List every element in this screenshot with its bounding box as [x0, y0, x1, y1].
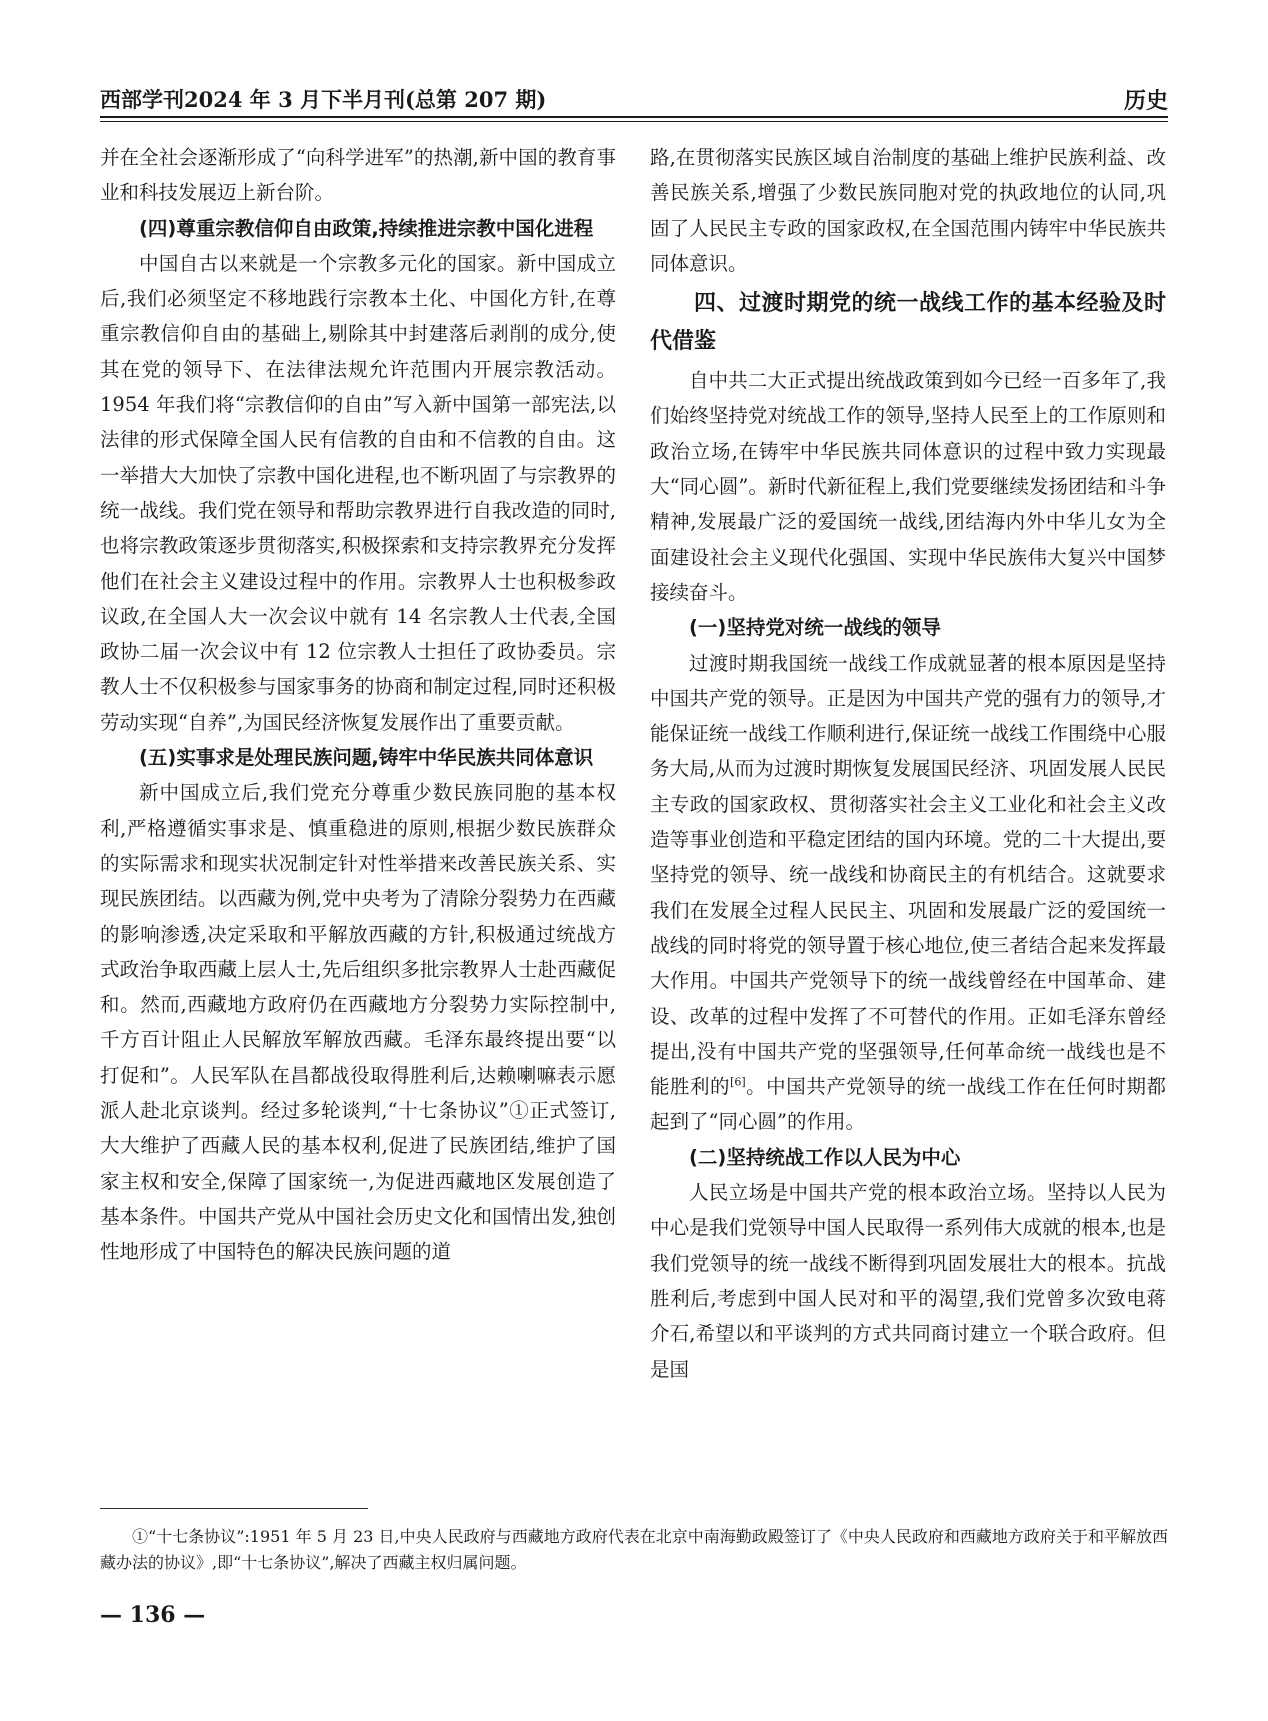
footnote: ①“十七条协议”:1951 年 5 月 23 日,中央人民政府与西藏地方政府代表在北京中南海勤政殿签订了《中央人民政府和西藏地方政府关于和平解放西藏办法的协议》,即“十七条协议”,解决了西藏主权归属问题。 — [100, 1527, 1168, 1572]
citation-ref[interactable]: [6] — [730, 1075, 746, 1089]
paragraph-text: 过渡时期我国统一战线工作成就显著的根本原因是坚持中国共产党的领导。正是因为中国共产党的强有力的领导,才能保证统一战线工作顺利进行,保证统一战线工作围绕中心服务大局,从而为过渡时期恢复发展国民经济、巩固发展人民民主专政的国家政权、贯彻落实社会主义工业化和社会主义改造等事业创造和平稳定团结的国内环境。党的二十大提出,要坚持党的领导、统一战线和协商民主的有机结合。这就要求我们在发展全过程人民民主、巩固和发展最广泛的爱国统一战线的同时将党的领导置于核心地位,使三者结合起来发挥最大作用。中国共产党领导下的统一战线曾经在中国革命、建设、改革的过程中发挥了不可替代的作用。正如毛泽东曾经提出,没有中国共产党的坚强领导,任何革命统一战线也是不能胜利的 — [650, 651, 1166, 1099]
footnote-rule — [100, 1508, 368, 1509]
header-rule-thin — [100, 121, 1168, 122]
section-heading: 四、过渡时期党的统一战线工作的基本经验及时代借鉴 — [650, 291, 1166, 355]
paragraph — [650, 646, 1166, 1140]
subsection-heading: (一)坚持党对统一战线的领导 — [689, 616, 941, 640]
paragraph: 路,在贯彻落实民族区域自治制度的基础上维护民族利益、改善民族关系,增强了少数民族同胞对党的执政地位的认同,巩固了人民民主专政的国家政权,在全国范围内铸牢中华民族共同体意识。 — [650, 146, 1166, 275]
page-header — [100, 78, 1168, 120]
paragraph: 中国自古以来就是一个宗教多元化的国家。新中国成立后,我们必须坚定不移地践行宗教本土化、中国化方针,在尊重宗教信仰自由的基础上,剔除其中封建落后剥削的成分,使其在党的领导下、在法律法规允许范围内开展宗教活动。1954 年我们将“宗教信仰的自由”写入新中国第一部宪法,以法律的形式保障全国人民有信教的自由和不信教的自由。这一举措大大加快了宗教中国化进程,也不断巩固了与宗教界的统一战线。我们党在领导和帮助宗教界进行自我改造的同时,也将宗教政策逐步贯彻落实,积极探索和支持宗教界充分发挥他们在社会主义建设过程中的作用。宗教界人士也积极参政议政,在全国人大一次会议中就有 14 名宗教人士代表,全国政协二届一次会议中有 12 位宗教人士担任了政协委员。宗教人士不仅积极参与国家事务的协商和制定过程,同时还积极劳动实现“自养”,为国民经济恢复发展作出了重要贡献。 — [100, 251, 616, 734]
paragraph: 新中国成立后,我们党充分尊重少数民族同胞的基本权利,严格遵循实事求是、慎重稳进的原则,根据少数民族群众的实际需求和现实状况制定针对性举措来改善民族关系、实现民族团结。以西藏为例,党中央考为了清除分裂势力在西藏的影响渗透,决定采取和平解放西藏的方针,积极通过统战方式政治争取西藏上层人士,先后组织多批宗教界人士赴西藏促和。然而,西藏地方政府仍在西藏地方分裂势力实际控制中,千方百计阻止人民解放军解放西藏。毛泽东最终提出要“以打促和”。人民军队在昌都战役取得胜利后,达赖喇嘛表示愿派人赴北京谈判。经过多轮谈判,“十七条协议”①正式签订,大大维护了西藏人民的基本权利,促进了民族团结,维护了国家主权和安全,保障了国家统一,为促进西藏地区发展创造了基本条件。中国共产党从中国社会历史文化和国情出发,独创性地形成了中国特色的解决民族问题的道 — [100, 781, 616, 1264]
paragraph: 自中共二大正式提出统战政策到如今已经一百多年了,我们始终坚持党对统战工作的领导,坚持人民至上的工作原则和政治立场,在铸牢中华民族共同体意识的过程中致力实现最大“同心圆”。新时代新征程上,我们党要继续发扬团结和斗争精神,发展最广泛的爱国统一战线,团结海内外中华儿女为全面建设社会主义现代化强国、实现中华民族伟大复兴中国梦接续奋斗。 — [650, 369, 1166, 604]
header-rule — [100, 116, 1168, 118]
subsection-heading: (四)尊重宗教信仰自由政策,持续推进宗教中国化进程 — [139, 216, 594, 240]
right-column — [650, 140, 1166, 1387]
paragraph: 人民立场是中国共产党的根本政治立场。坚持以人民为中心是我们党领导中国人民取得一系列伟大成就的根本,也是我们党领导的统一战线不断得到巩固发展壮大的根本。抗战胜利后,考虑到中国人民对和平的渴望,我们党曾多次致电蒋介石,希望以和平谈判的方式共同商讨建立一个联合政府。但是国 — [650, 1181, 1166, 1381]
left-column — [100, 140, 616, 1270]
page-number: — 136 — — [100, 1602, 206, 1628]
subsection-heading: (二)坚持统战工作以人民为中心 — [689, 1145, 961, 1169]
section-label: 历史 — [1123, 88, 1168, 114]
subsection-heading: (五)实事求是处理民族问题,铸牢中华民族共同体意识 — [139, 746, 594, 770]
paragraph-text: 。中国共产党领导的统一战线工作在任何时期都起到了“同心圆”的作用。 — [650, 1075, 1166, 1134]
journal-title: 西部学刊2024 年 3 月下半月刊(总第 207 期) — [100, 87, 547, 112]
paragraph: 并在全社会逐渐形成了“向科学进军”的热潮,新中国的教育事业和科技发展迈上新台阶。 — [100, 146, 616, 205]
